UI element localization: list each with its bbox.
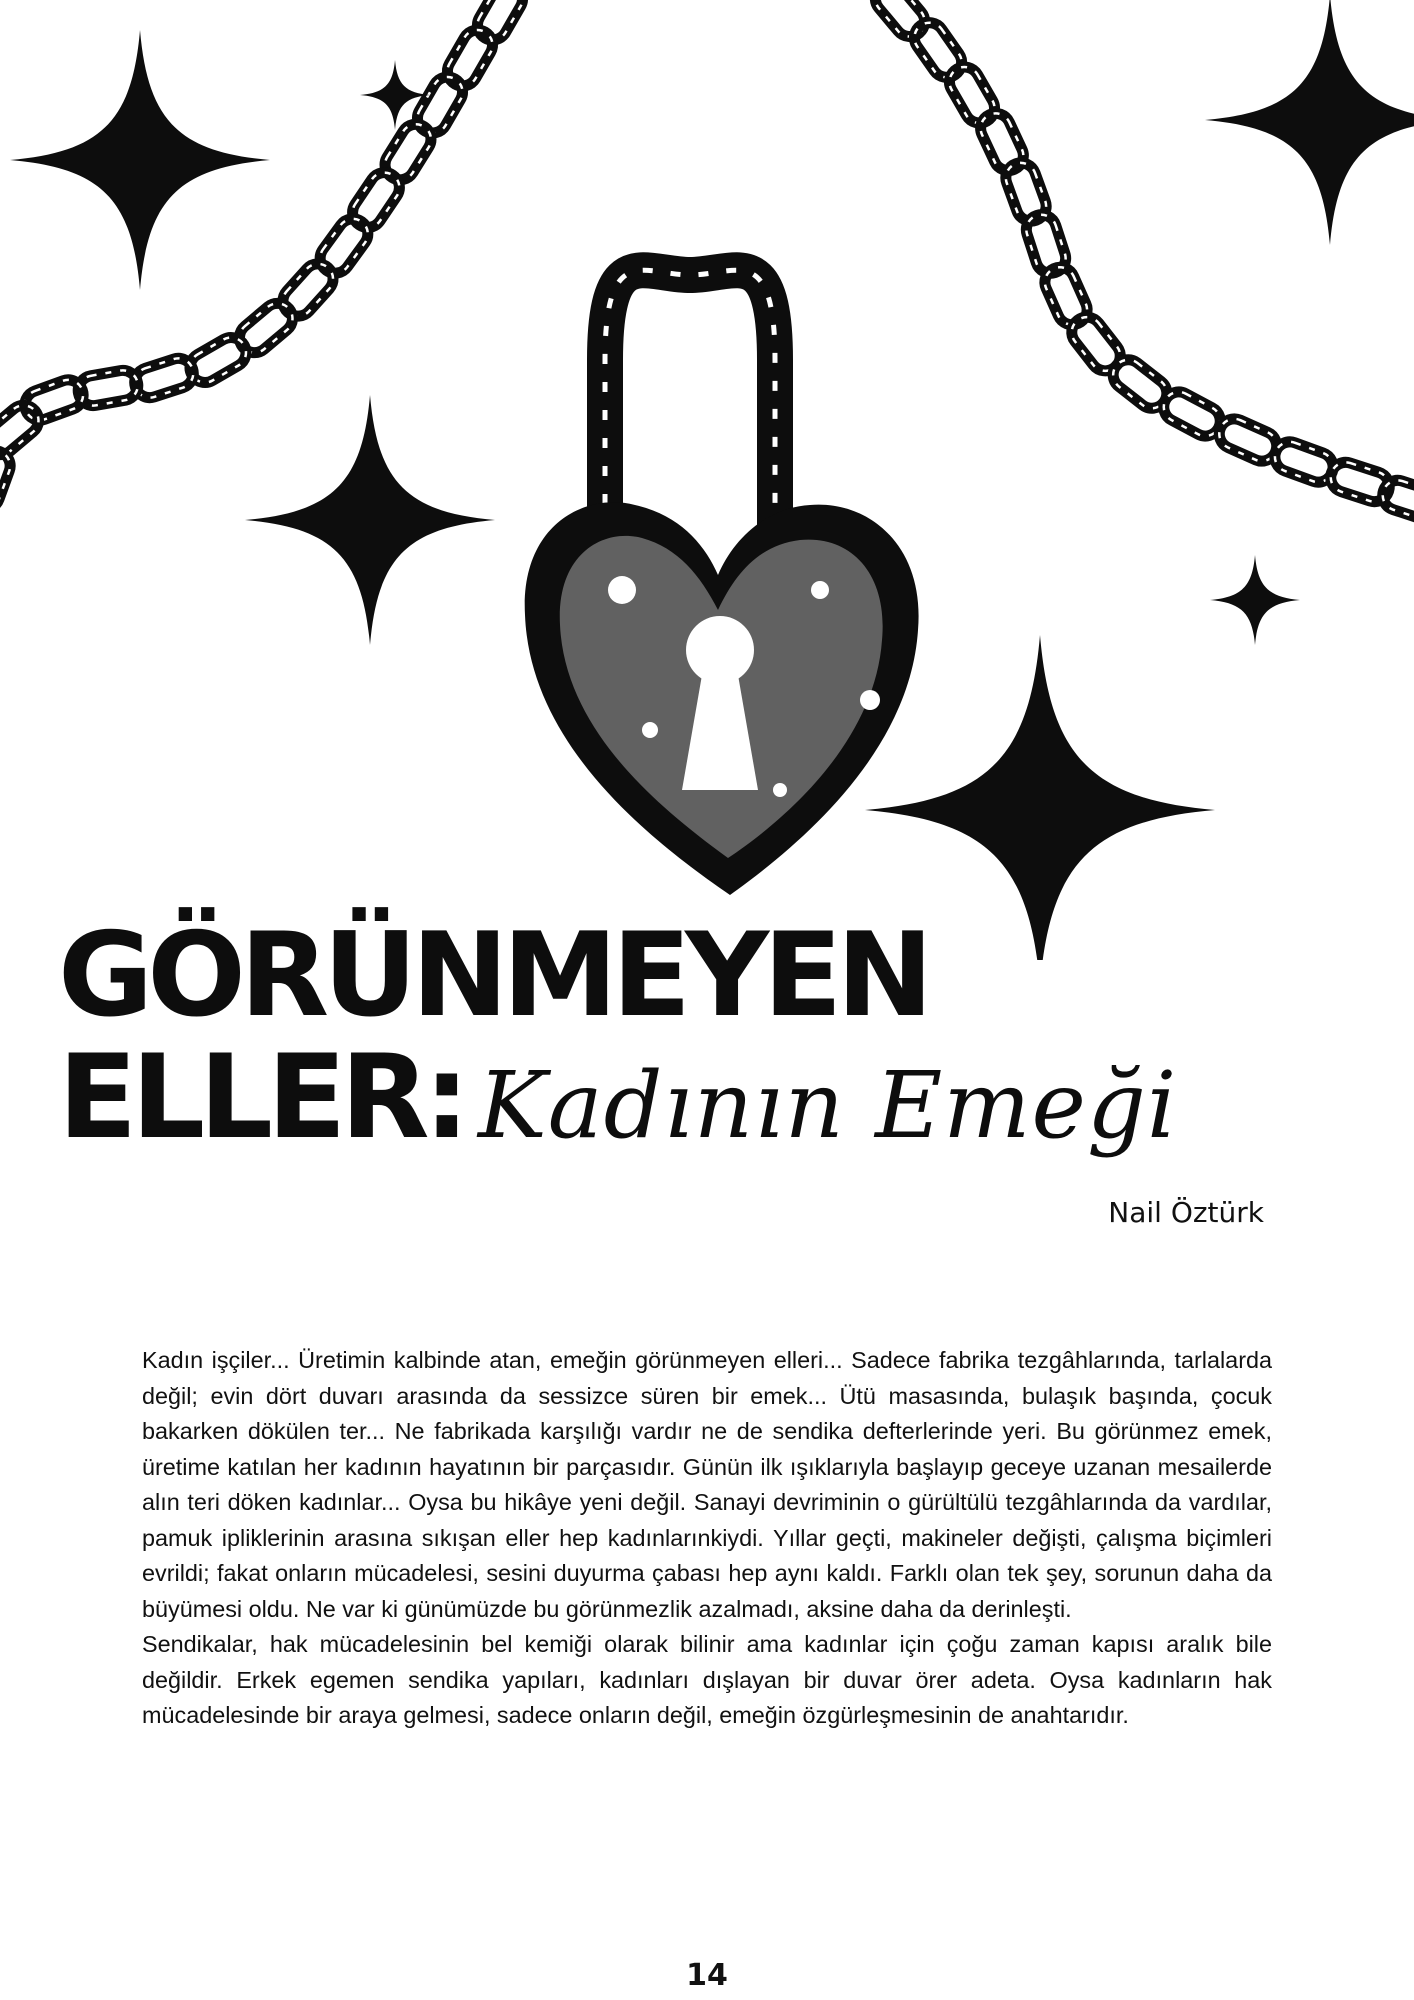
header-illustration [0, 0, 1414, 960]
article-paragraph: Kadın işçiler... Üretimin kalbinde atan, emeğin görünmeyen elleri... Sadece fabrika tezgâhlarında, tarlalarda değil; evin dört duvarı arasında da sessizce süren bir emek... Ütü masasında, bulaşık başında, çocuk bakarken dökülen ter... Ne fabrikada karşılığı vardır ne de sendika defterlerinde yeri. Bu görünmez emek, üretime katılan her kadının hayatının bir parçasıdır. Günün ilk ışıklarıyla başlayıp geceye uzanan mesailerde alın teri döken kadınlar... Oysa bu hikâye yeni değil. Sanayi devriminin o gürültülü tezgâhlarında da vardılar, pamuk ipliklerinin arasına sıkışan eller hep kadınlarınkiydi. Yıllar geçti, makineler değişti, çalışma biçimleri evrildi; fakat onların mücadelesi, sesini duyurma çabası hep aynı kaldı. Farklı olan tek şey, sorunun daha da büyümesi oldu. Ne var ki günümüzde bu görünmezlik azalmadı, aksine daha da derinleşti. [142, 1347, 1272, 1622]
heart-padlock-icon [525, 270, 919, 895]
title-caps: ELLER: [58, 1030, 465, 1165]
author-name: Nail Öztürk [1108, 1196, 1264, 1229]
article-paragraph: Sendikalar, hak mücadelesinin bel kemiği olarak bilinir ama kadınlar için çoğu zaman kapısı aralık bile değildir. Erkek egemen sendika yapıları, kadınları dışlayan bir duvar örer adeta. Oysa kadınların hak mücadelesinde bir araya gelmesi, sadece onların değil, emeğin özgürleşmesinin de anahtarıdır. [142, 1631, 1272, 1728]
page-number: 14 [686, 1958, 728, 1993]
title-line-1: GÖRÜNMEYEN [58, 908, 928, 1043]
title-line-2 [58, 1030, 1178, 1165]
article-body [142, 1343, 1272, 1734]
title-script: Kadının Emeği [478, 1052, 1178, 1159]
chain-left-icon [0, 0, 528, 513]
